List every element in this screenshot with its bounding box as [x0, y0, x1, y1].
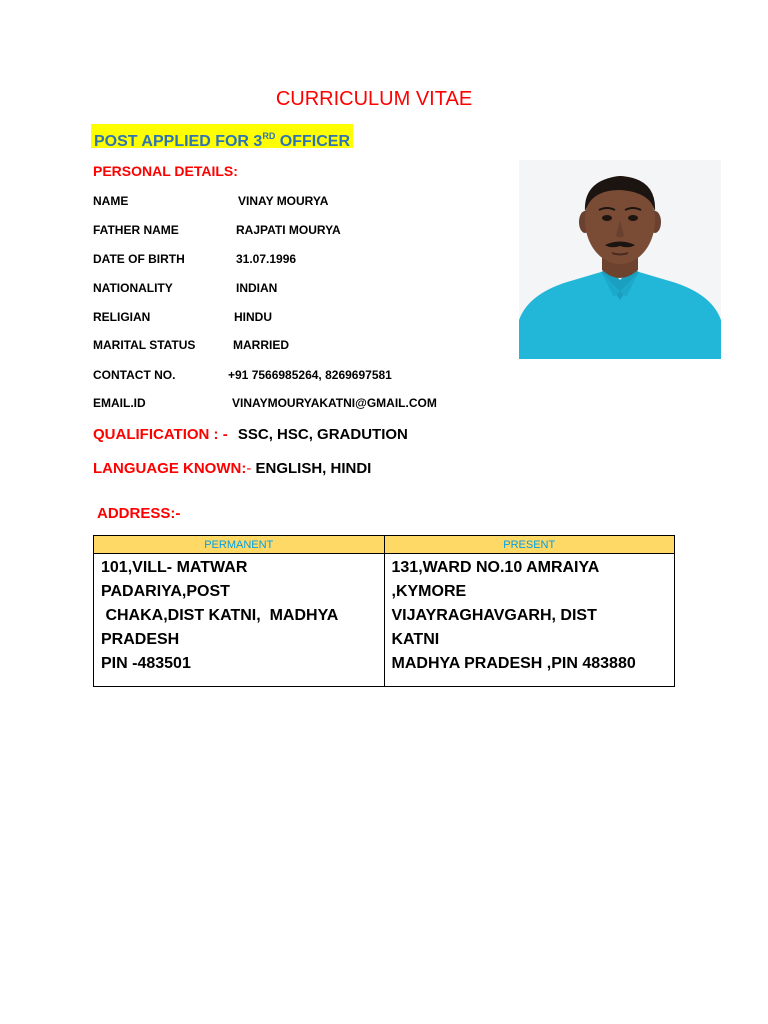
language-value: ENGLISH, HINDI [255, 460, 372, 477]
detail-value: VINAY MOURYA [238, 194, 329, 208]
address-line: KATNI [391, 631, 440, 648]
header-present: PRESENT [384, 536, 675, 554]
detail-label: EMAIL.ID [93, 396, 146, 410]
detail-value: +91 7566985264, 8269697581 [228, 368, 392, 382]
address-table [93, 535, 675, 687]
detail-label: NAME [93, 194, 129, 208]
address-line: CHAKA,DIST KATNI, MADHYA [101, 607, 339, 624]
post-applied-superscript: RD [262, 131, 276, 141]
language-label: LANGUAGE KNOWN: [93, 460, 247, 477]
post-applied [91, 124, 353, 148]
cv-title: CURRICULUM VITAE [275, 88, 473, 110]
detail-value: MARRIED [233, 338, 289, 352]
personal-details-heading: PERSONAL DETAILS: [93, 163, 238, 179]
language-separator: - [246, 460, 252, 477]
detail-value: INDIAN [236, 281, 278, 295]
address-line: 101,VILL- MATWAR [101, 559, 248, 576]
detail-label: FATHER NAME [93, 223, 179, 237]
address-heading: ADDRESS:- [97, 505, 181, 522]
detail-row-religion [93, 310, 272, 324]
profile-photo-icon [519, 160, 721, 359]
address-table-row [94, 554, 675, 687]
address-line: MADHYA PRADESH ,PIN 483880 [391, 655, 636, 672]
header-permanent: PERMANENT [94, 536, 385, 554]
detail-row-nationality [93, 281, 278, 295]
detail-row-email [93, 396, 437, 410]
address-line: PRADESH [101, 631, 180, 648]
detail-value: VINAYMOURYAKATNI@GMAIL.COM [232, 396, 437, 410]
address-line: PIN -483501 [101, 655, 191, 672]
post-applied-suffix: OFFICER [275, 133, 350, 150]
post-applied-prefix: POST APPLIED FOR 3 [94, 133, 263, 150]
detail-label: CONTACT NO. [93, 368, 176, 382]
detail-row-contact [93, 368, 392, 382]
detail-label: MARITAL STATUS [93, 338, 196, 352]
qualification-label: QUALIFICATION : - [93, 426, 228, 443]
detail-row-dob [93, 252, 297, 266]
detail-label: NATIONALITY [93, 281, 173, 295]
address-line: VIJAYRAGHAVGARH, DIST [391, 607, 597, 624]
address-line: 131,WARD NO.10 AMRAIYA [391, 559, 600, 576]
detail-row-name [93, 194, 329, 208]
profile-photo [519, 160, 721, 359]
address-line: PADARIYA,POST [101, 583, 230, 600]
address-table-header [94, 536, 675, 554]
detail-row-marital-status [93, 338, 289, 352]
address-line: ,KYMORE [391, 583, 467, 600]
detail-value: 31.07.1996 [236, 252, 297, 266]
detail-label: DATE OF BIRTH [93, 252, 185, 266]
detail-row-father-name [93, 223, 341, 237]
qualification-value: SSC, HSC, GRADUTION [237, 426, 408, 443]
qualification-row [93, 426, 408, 443]
language-row [93, 460, 371, 477]
present-address [384, 554, 675, 687]
detail-label: RELIGIAN [93, 310, 151, 324]
permanent-address [94, 554, 385, 687]
detail-value: RAJPATI MOURYA [236, 223, 341, 237]
detail-value: HINDU [234, 310, 272, 324]
